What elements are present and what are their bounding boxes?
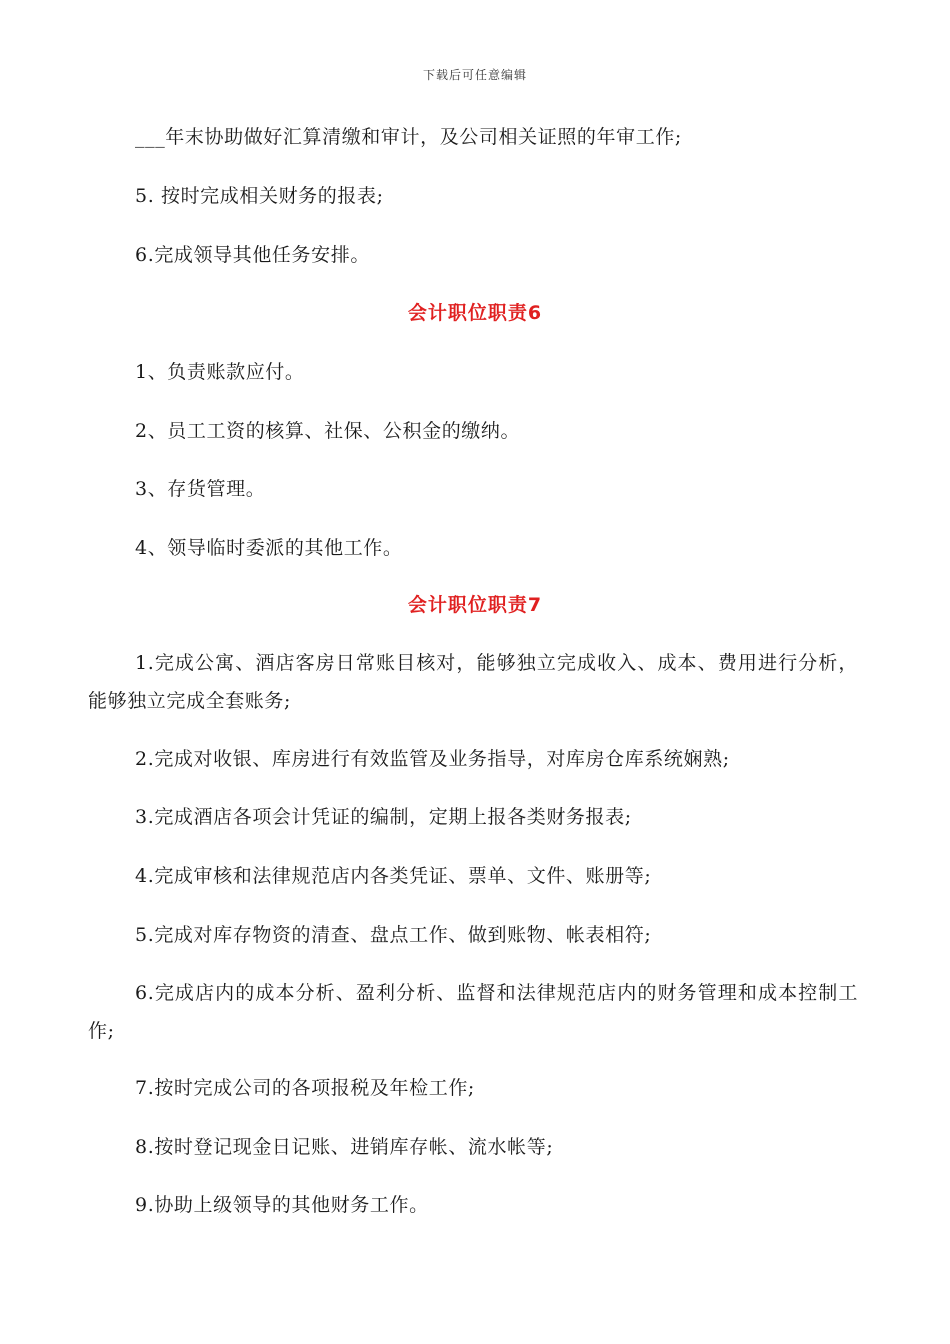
header-note: 下载后可任意编辑 <box>422 68 527 82</box>
list-item: 3.完成酒店各项会计凭证的编制，定期上报各类财务报表; <box>135 806 632 828</box>
list-item: 5. 按时完成相关财务的报表; <box>135 185 384 207</box>
list-item: 2、员工工资的核算、社保、公积金的缴纳。 <box>135 420 521 442</box>
list-item: 1、负责账款应付。 <box>135 361 305 383</box>
list-item: 4、领导临时委派的其他工作。 <box>135 537 403 559</box>
list-item: 2.完成对收银、库房进行有效监管及业务指导，对库房仓库系统娴熟; <box>135 748 730 770</box>
list-item: 1.完成公寓、酒店客房日常账目核对，能够独立完成收入、成本、费用进行分析，能够独立完成全套账务; <box>88 652 858 712</box>
list-item: 3、存货管理。 <box>135 478 266 500</box>
list-item: ___年末协助做好汇算清缴和审计，及公司相关证照的年审工作; <box>135 126 682 148</box>
list-item: 8.按时登记现金日记账、进销库存帐、流水帐等; <box>135 1136 554 1158</box>
list-item: 5.完成对库存物资的清查、盘点工作、做到账物、帐表相符; <box>135 924 652 946</box>
list-item: 7.按时完成公司的各项报税及年检工作; <box>135 1077 475 1099</box>
section-heading: 会计职位职责7 <box>407 594 543 616</box>
list-item: 9.协助上级领导的其他财务工作。 <box>135 1194 429 1216</box>
list-item: 6.完成店内的成本分析、盈利分析、监督和法律规范店内的财务管理和成本控制工作; <box>88 982 858 1042</box>
list-item: 6.完成领导其他任务安排。 <box>135 244 370 266</box>
list-item: 4.完成审核和法律规范店内各类凭证、票单、文件、账册等; <box>135 865 652 887</box>
section-heading: 会计职位职责6 <box>407 302 543 324</box>
